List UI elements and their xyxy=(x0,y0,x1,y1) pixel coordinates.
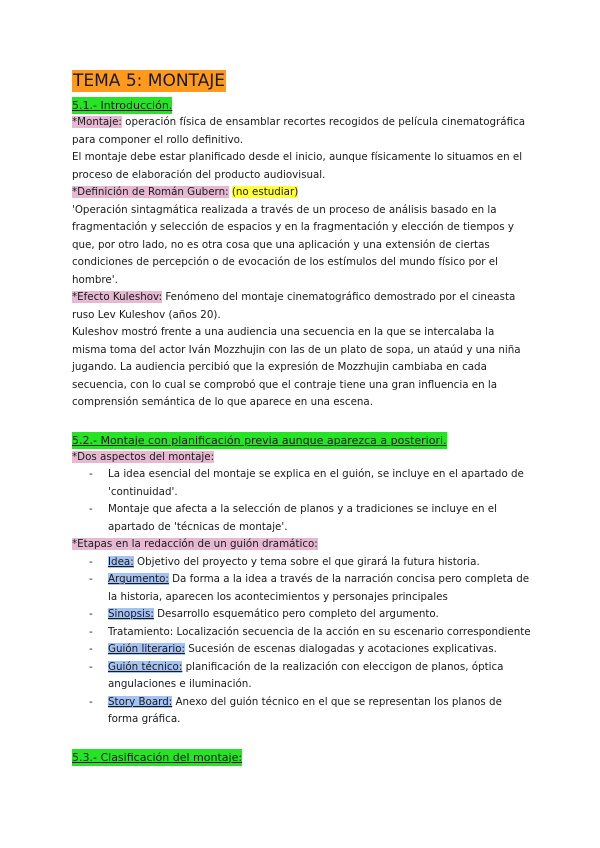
list-item xyxy=(72,641,532,659)
spacer xyxy=(72,412,532,429)
kuleshov-label: *Efecto Kuleshov: xyxy=(72,291,163,303)
gubern-label: *Definición de Román Gubern: xyxy=(72,186,229,198)
kuleshov-paragraph: Kuleshov mostró frente a una audiencia una secuencia en la que se intercalaba la misma toma del actor Iván Mozzhujin con las de un plato de sopa, un ataúd y una niña jugando. La audiencia percibió que la expresión de Mozzhujin cambiaba en cada secuencia, con lo cual se comprobó que el contraje tiene una gran influencia en la comprensión semántica de lo que aparece en una escena. xyxy=(72,326,521,408)
list-item xyxy=(72,694,532,729)
aspects-heading xyxy=(72,449,532,467)
aspects-label: *Dos aspectos del montaje: xyxy=(72,450,215,463)
page-title: TEMA 5: MONTAJE xyxy=(73,71,225,91)
gubern-definition xyxy=(72,184,532,202)
list-item xyxy=(72,571,532,606)
etapa-text: Sucesión de escenas dialogadas y acotaciones explicativas. xyxy=(184,643,497,655)
etapas-list xyxy=(72,554,532,729)
etapas-label: *Etapas en la redacción de un guión dramático: xyxy=(72,538,318,550)
no-estudiar-note: (no estudiar) xyxy=(231,186,299,198)
etapa-text: Desarrollo esquemático pero completo del argumento. xyxy=(153,608,439,620)
etapa-term: Idea: xyxy=(108,555,134,568)
gubern-quote: 'Operación sintagmática realizada a través de un proceso de análisis basado en la fragmentación y selección de espacios y en la fragmentación y elección de tiempos y que, por otro lado, no es otra cosa que una aplicación y una extensión de ciertas condiciones de percepción o de evocación de los estímulos del mundo físico por el hombre'. xyxy=(72,203,514,286)
etapas-heading xyxy=(72,536,532,554)
planificado-paragraph: El montaje debe estar planificado desde el inicio, aunque físicamente lo situamos en el proceso de elaboración del producto audiovisual. xyxy=(72,151,523,181)
etapa-term: Sinopsis: xyxy=(108,608,154,620)
etapa-term: Tratamiento: xyxy=(108,625,174,638)
list-item xyxy=(72,554,532,572)
etapa-text: Da forma a la idea a través de la narración concisa pero completa de la historia, aparecen los acontecimientos y personajes principales xyxy=(108,573,530,603)
section-heading-clasificacion: 5.3.- Clasificación del montaje: xyxy=(72,750,243,764)
etapa-text: Objetivo del proyecto y tema sobre el que girará la futura historia. xyxy=(133,555,480,568)
kuleshov-definition xyxy=(72,289,532,324)
etapa-term: Guión literario: xyxy=(108,643,185,655)
spacer xyxy=(72,729,532,746)
etapa-term: Guión técnico: xyxy=(108,660,183,673)
etapa-term: Story Board: xyxy=(108,695,173,708)
section-heading-planificacion: 5.2.- Montaje con planificación previa aunque aparezca a posteriori. xyxy=(72,433,447,447)
kuleshov-text: Fenómeno del montaje cinematográfico demostrado por el cineasta ruso Lev Kuleshov (años 20). xyxy=(72,291,516,321)
montaje-label: *Montaje: xyxy=(72,116,122,128)
montaje-text: operación física de ensamblar recortes recogidos de película cinematográfica para componer el rollo definitivo. xyxy=(72,116,526,146)
list-item: - La idea esencial del montaje se explica en el guión, se incluye en el apartado de 'continuidad'. xyxy=(72,466,532,501)
aspects-list xyxy=(72,466,532,536)
etapa-term: Argumento: xyxy=(108,573,169,585)
list-item xyxy=(72,606,532,624)
document-page xyxy=(72,70,532,766)
etapa-text: Anexo del guión técnico en el que se representan los planos de forma gráfica. xyxy=(108,695,502,725)
list-item: - Montaje que afecta a la selección de planos y a tradiciones se incluye en el apartado de 'técnicas de montaje'. xyxy=(72,501,532,536)
section-heading-introduccion: 5.1.- Introducción. xyxy=(72,99,173,112)
etapa-text: planificación de la realización con eleccigon de planos, óptica angulaciones e iluminación. xyxy=(108,660,504,690)
list-item xyxy=(72,659,532,694)
list-item xyxy=(72,624,532,642)
montaje-definition xyxy=(72,114,532,149)
etapa-text: Localización secuencia de la acción en su escenario correspondiente xyxy=(173,625,531,638)
